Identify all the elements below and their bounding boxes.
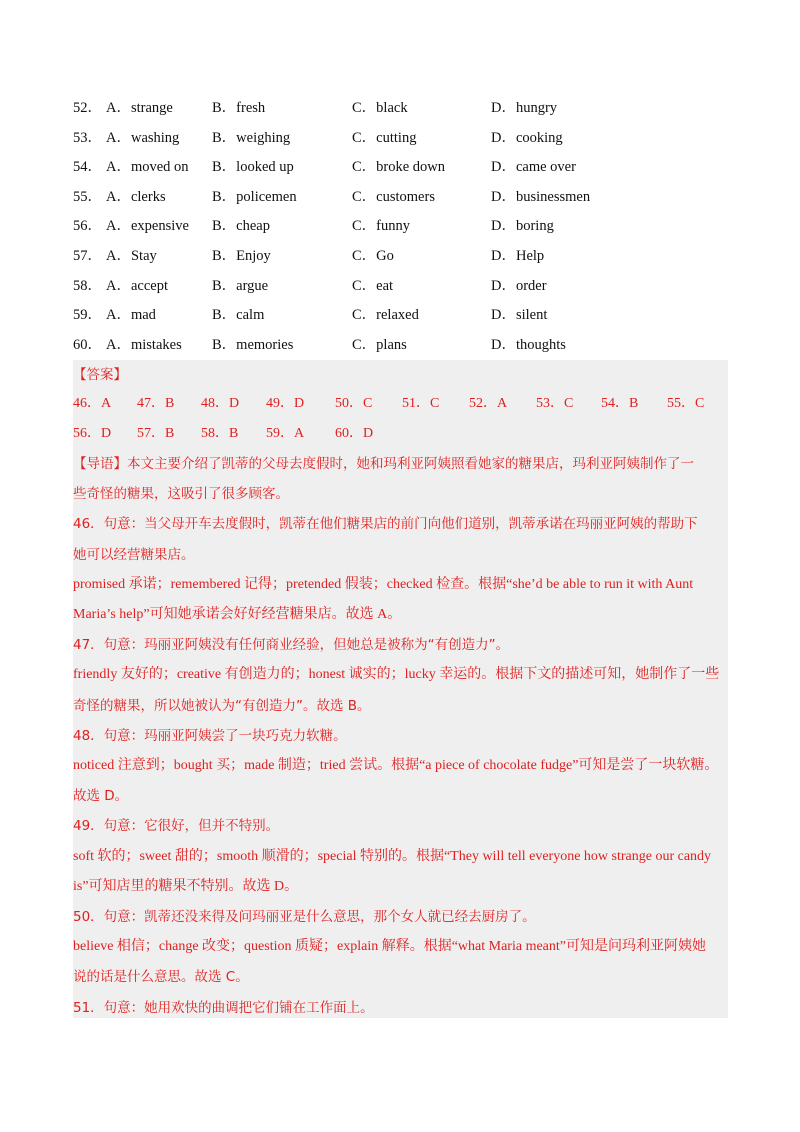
option-d: D．silent	[491, 307, 548, 324]
answer-label: 【答案】	[73, 367, 127, 383]
option-c: C．eat	[352, 277, 394, 294]
option-c: C．broke down	[352, 159, 446, 176]
option-b: B．argue	[212, 277, 269, 294]
explanation-line: promised 承诺；remembered 记得；pretended 假装；checked 检查。根据“she’d be able to run it with Aunt	[73, 576, 694, 592]
option-d: D．hungry	[491, 100, 558, 116]
option-d: D．businessmen	[491, 188, 591, 205]
question-row	[73, 124, 733, 154]
option-b: B．policemen	[212, 188, 297, 205]
answer-item: 52．A	[469, 396, 508, 411]
explanation-line: 47．句意：玛丽亚阿姨没有任何商业经验，但她总是被称为“有创造力”。	[73, 637, 510, 654]
question-row	[73, 183, 733, 213]
explanation-line: Maria’s help”可知她承诺会好好经营糖果店。故选 A。	[73, 607, 402, 622]
option-b: B．memories	[212, 336, 294, 353]
answer-item: 50．C	[335, 396, 373, 411]
question-number: 52．	[73, 100, 102, 116]
answer-item: 49．D	[266, 396, 305, 411]
option-a: A．clerks	[106, 188, 166, 205]
option-a: A．washing	[106, 129, 180, 146]
option-a: A．mad	[106, 307, 156, 324]
answer-item: 56．D	[73, 426, 112, 441]
explanation-line: believe 相信；change 改变；question 质疑；explain 解释。根据“what Maria meant”可知是问玛利亚阿姨她	[73, 939, 706, 955]
answer-item: 48．D	[201, 396, 240, 411]
explanation-line: 她可以经营糖果店。	[73, 546, 195, 563]
options-list	[73, 94, 733, 360]
question-number: 55．	[73, 188, 102, 205]
answer-item: 54．B	[601, 396, 639, 411]
explanation-line: 49．句意：它很好，但并不特别。	[73, 818, 280, 835]
option-b: B．looked up	[212, 159, 294, 176]
option-b: B．weighing	[212, 129, 291, 146]
answer-item: 53．C	[536, 396, 574, 411]
explanation-line: 50．句意：凯蒂还没来得及问玛丽亚是什么意思，那个女人就已经去厨房了。	[73, 909, 536, 925]
option-c: C．plans	[352, 336, 407, 353]
explanation-line: 51．句意：她用欢快的曲调把它们铺在工作面上。	[73, 999, 374, 1016]
explanation-line: soft 软的；sweet 甜的；smooth 顺滑的；special 特别的。根据“They will tell everyone how strange our candy	[73, 848, 712, 864]
answer-key-row-1	[73, 394, 728, 414]
option-b: B．calm	[212, 307, 265, 324]
answer-key-row-2	[73, 424, 728, 444]
option-d: D．cooking	[491, 129, 563, 146]
answer-item: 59．A	[266, 426, 305, 441]
explanation-line: 46．句意：当父母开车去度假时，凯蒂在他们糖果店的前门向他们道别，凯蒂承诺在玛丽亚阿姨的帮助下	[73, 516, 698, 533]
question-number: 59．	[73, 307, 102, 324]
explanation-line: 【导语】本文主要介绍了凯蒂的父母去度假时，她和玛利亚阿姨照看她家的糖果店，玛利亚阿姨制作了一	[73, 456, 694, 472]
question-number: 57．	[73, 247, 102, 264]
answer-item: 46．A	[73, 396, 112, 411]
option-d: D．order	[491, 277, 547, 294]
option-b: B．Enjoy	[212, 247, 271, 264]
option-a: A．accept	[106, 277, 168, 294]
question-number: 56．	[73, 218, 102, 235]
question-number: 53．	[73, 129, 102, 146]
explanation-line: 48．句意：玛丽亚阿姨尝了一块巧克力软糖。	[73, 727, 347, 744]
answer-item: 47．B	[137, 396, 175, 411]
explanation-line: 故选 D。	[73, 788, 129, 805]
option-a: A．expensive	[106, 218, 189, 235]
answer-item: 60．D	[335, 426, 374, 441]
option-d: D．Help	[491, 247, 545, 264]
question-row	[73, 331, 733, 361]
option-c: C．Go	[352, 247, 394, 264]
question-number: 54．	[73, 159, 102, 176]
option-b: B．cheap	[212, 218, 270, 235]
option-a: A．strange	[106, 100, 173, 116]
explanation-line: 说的话是什么意思。故选 C。	[73, 969, 249, 986]
explanation-line: friendly 友好的；creative 有创造力的；honest 诚实的；lucky 幸运的。根据下文的描述可知，她制作了一些	[73, 667, 720, 683]
option-c: C．cutting	[352, 129, 417, 146]
question-row	[73, 94, 733, 124]
answer-item: 57．B	[137, 426, 175, 441]
answer-item: 51．C	[402, 396, 440, 411]
explanation-line: is”可知店里的糖果不特别。故选 D。	[73, 878, 299, 894]
option-c: C．funny	[352, 218, 410, 235]
explanation-line: noticed 注意到；bought 买；made 制造；tried 尝试。根据“a piece of chocolate fudge”可知是尝了一块软糖。	[73, 758, 719, 773]
option-d: D．came over	[491, 159, 576, 176]
answer-item: 55．C	[667, 396, 705, 411]
option-a: A．moved on	[106, 159, 189, 176]
question-row	[73, 242, 733, 272]
question-row	[73, 212, 733, 242]
option-b: B．fresh	[212, 100, 266, 116]
option-c: C．black	[352, 100, 408, 116]
answer-explanation-block	[73, 360, 728, 1018]
option-d: D．thoughts	[491, 336, 566, 353]
option-a: A．Stay	[106, 247, 157, 264]
option-c: C．customers	[352, 188, 435, 205]
option-c: C．relaxed	[352, 307, 419, 324]
answer-item: 58．B	[201, 426, 239, 441]
question-row	[73, 301, 733, 331]
question-row	[73, 153, 733, 183]
question-row	[73, 272, 733, 302]
option-a: A．mistakes	[106, 336, 182, 353]
question-number: 60．	[73, 336, 102, 353]
explanation-line: 奇怪的糖果，所以她被认为“有创造力”。故选 B。	[73, 697, 371, 714]
question-number: 58．	[73, 277, 102, 294]
explanation-line: 些奇怪的糖果，这吸引了很多顾客。	[73, 486, 289, 503]
option-d: D．boring	[491, 218, 554, 235]
